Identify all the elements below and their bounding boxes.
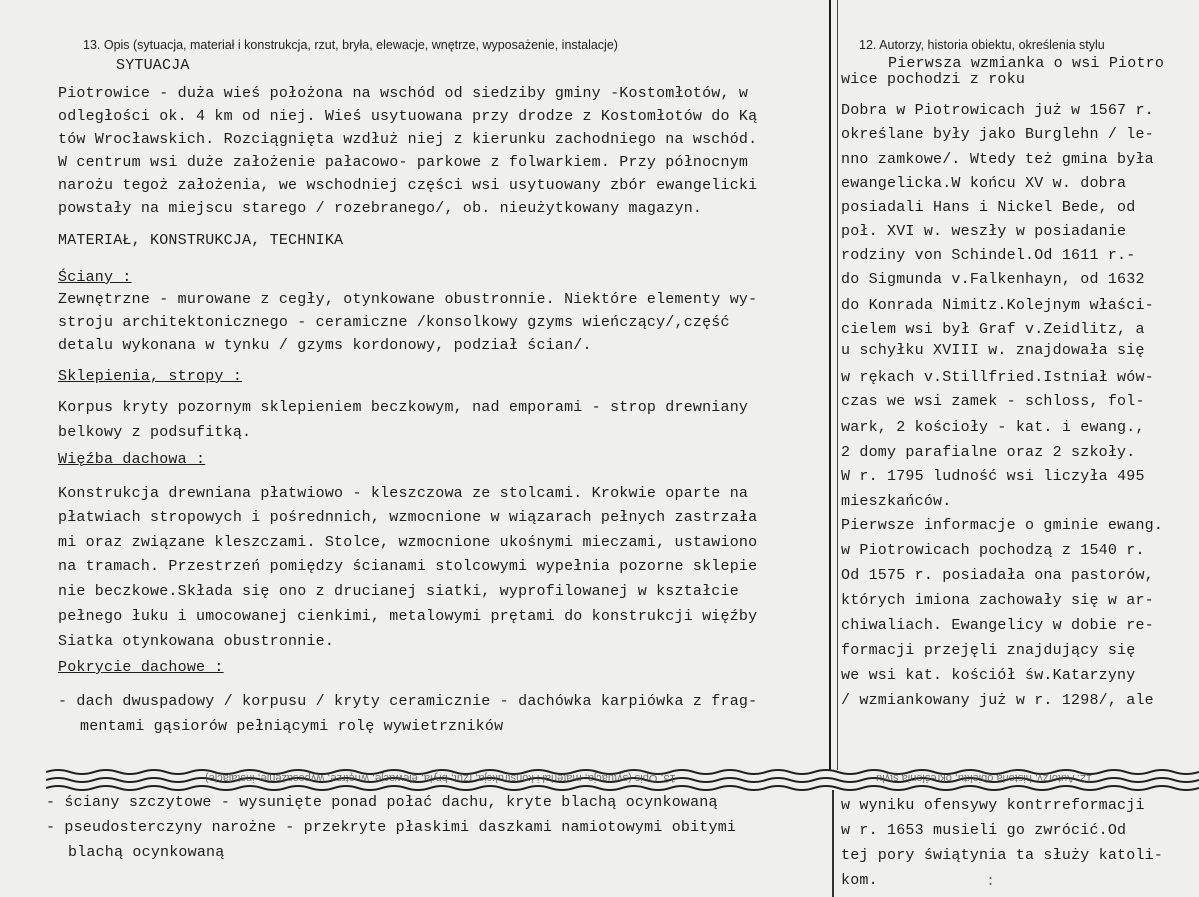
history-text-line: których imiona zachowały się w ar- <box>841 592 1154 609</box>
subheading-vaults: Sklepienia, stropy : <box>58 368 243 385</box>
history-text-line: cielem wsi był Graf v.Zeidlitz, a <box>841 321 1145 338</box>
history-text-line: mieszkańców. <box>841 493 952 510</box>
text-line: Piotrowice - duża wieś położona na wschód od siedziby gminy -Kostomłotów, w <box>58 85 749 102</box>
lower-history-line: w wyniku ofensywy kontrreformacji <box>841 797 1145 814</box>
history-text-line: czas we wsi zamek - schloss, fol- <box>841 393 1145 410</box>
text-line: narożu tegoż założenia, we wschodniej części wsi usytuowany zbór ewangelicki <box>58 177 758 194</box>
history-text-line: wark, 2 kościoły - kat. i ewang., <box>841 419 1145 436</box>
lower-history-line: kom. <box>841 872 878 889</box>
history-text-line: do Konrada Nimitz.Kolejnym właści- <box>841 297 1154 314</box>
history-text-line: posiadali Hans i Nickel Bede, od <box>841 199 1136 216</box>
column-divider <box>829 0 831 770</box>
text-line: Korpus kryty pozornym sklepieniem beczkowym, nad emporami - strop drewniany <box>58 399 749 416</box>
history-text-line: w Piotrowicach pochodzą z 1540 r. <box>841 542 1145 559</box>
history-text-line: Dobra w Piotrowicach już w 1567 r. <box>841 102 1154 119</box>
text-line: płatwiach stropowych i pośrednnich, wzmocnione w wiązarach pełnych zastrzała <box>58 509 758 526</box>
history-text-line: Od 1575 r. posiadała ona pastorów, <box>841 567 1154 584</box>
text-line: W centrum wsi duże założenie pałacowo- parkowe z folwarkiem. Przy północnym <box>58 154 749 171</box>
lower-history-line: tej pory świątynia ta służy katoli- <box>841 847 1164 864</box>
lower-history-line: w r. 1653 musieli go zwrócić.Od <box>841 822 1127 839</box>
stray-mark: : <box>986 873 996 890</box>
history-text-line: nno zamkowe/. Wtedy też gmina była <box>841 151 1154 168</box>
history-text-line: formacji przejęli znajdujący się <box>841 642 1136 659</box>
lower-text-line: - pseudosterczyny narożne - przekryte płaskimi daszkami namiotowymi obitymi <box>46 819 737 836</box>
section-heading-situation: SYTUACJA <box>116 57 190 74</box>
history-text-line: u schyłku XVIII w. znajdowała się <box>841 342 1145 359</box>
text-line: Zewnętrzne - murowane z cegły, otynkowane obustronnie. Niektóre elementy wy- <box>58 291 758 308</box>
text-line: odległości ok. 4 km od niej. Wieś usytuowana przy drodze z Kostomłotów do Ką <box>58 108 758 125</box>
subheading-walls: Ściany : <box>58 269 132 286</box>
history-text-line: poł. XVI w. weszły w posiadanie <box>841 223 1127 240</box>
subheading-roof-truss: Więźba dachowa : <box>58 451 206 468</box>
history-header: 12. Autorzy, historia obiektu, określenia stylu <box>859 38 1105 52</box>
history-text-line: określane były jako Burglehn / le- <box>841 126 1154 143</box>
history-text-line: do Sigmunda v.Falkenhayn, od 1632 <box>841 271 1145 288</box>
text-line: - dach dwuspadowy / korpusu / kryty ceramicznie - dachówka karpiówka z frag- <box>58 693 758 710</box>
lower-text-line: - ściany szczytowe - wysunięte ponad połać dachu, kryte blachą ocynkowaną <box>46 794 718 811</box>
text-line: powstały na miejscu starego / rozebranego/, ob. nieużytkowany magazyn. <box>58 200 703 217</box>
history-text-line: Pierwsze informacje o gminie ewang. <box>841 517 1164 534</box>
text-line: nie beczkowe.Składa się ono z drucianej siatki, wyprofilowanej w kształcie <box>58 583 739 600</box>
section-heading-material: MATERIAŁ, KONSTRUKCJA, TECHNIKA <box>58 232 344 249</box>
history-text-line: W r. 1795 ludność wsi liczyła 495 <box>841 468 1145 485</box>
mirrored-description-header: 13. Opis (sytuacja, materiał i konstrukcja, rzut, bryła, elewacje, wnętrze, wyposażenie, instalacje) <box>205 772 676 784</box>
column-divider-lower <box>832 790 834 897</box>
history-text-line: ewangelicka.W końcu XV w. dobra <box>841 175 1127 192</box>
description-header: 13. Opis (sytuacja, materiał i konstrukcja, rzut, bryła, elewacje, wnętrze, wyposażenie, instalacje) <box>83 38 618 52</box>
history-text-line: rodziny von Schindel.Od 1611 r.- <box>841 247 1136 264</box>
column-divider-secondary <box>837 0 838 770</box>
mirrored-history-header: 12. Autorzy, historia obiektu, określenia stylu <box>876 772 1093 784</box>
text-line: pełnego łuku i umocowanej cienkimi, metalowymi prętami do konstrukcji więźby <box>58 608 758 625</box>
text-line: na tramach. Przestrzeń pomiędzy ścianami stolcowymi wypełnia pozorne sklepie <box>58 558 758 575</box>
text-line: mentami gąsiorów pełniącymi rolę wywietrzników <box>80 718 504 735</box>
text-line: Konstrukcja drewniana płatwiowo - kleszczowa ze stolcami. Krokwie oparte na <box>58 485 749 502</box>
history-text-line: 2 domy parafialne oraz 2 szkoły. <box>841 444 1136 461</box>
text-line: belkowy z podsufitką. <box>58 424 252 441</box>
history-text-line: we wsi kat. kościół św.Katarzyny <box>841 667 1136 684</box>
text-line: detalu wykonana w tynku / gzyms kordonowy, podział ścian/. <box>58 337 592 354</box>
text-line: Siatka otynkowana obustronnie. <box>58 633 335 650</box>
text-line: mi oraz związane kleszczami. Stolce, wzmocnione ukośnymi mieczami, ustawiono <box>58 534 758 551</box>
text-line: stroju architektonicznego - ceramiczne /konsolkowy gzyms wieńczący/,część <box>58 314 730 331</box>
history-text-line: Pierwsza wzmianka o wsi Piotro <box>888 55 1165 72</box>
history-text-line: / wzmiankowany już w r. 1298/, ale <box>841 692 1154 709</box>
history-text-line: w rękach v.Stillfried.Istniał wów- <box>841 369 1154 386</box>
history-text-line: wice pochodzi z roku <box>841 71 1026 88</box>
subheading-roofing: Pokrycie dachowe : <box>58 659 224 676</box>
lower-text-line: blachą ocynkowaną <box>68 844 225 861</box>
text-line: tów Wrocławskich. Rozciągnięta wzdłuż niej z kierunku zachodniego na wschód. <box>58 131 758 148</box>
history-text-line: chiwaliach. Ewangelicy w dobie re- <box>841 617 1154 634</box>
